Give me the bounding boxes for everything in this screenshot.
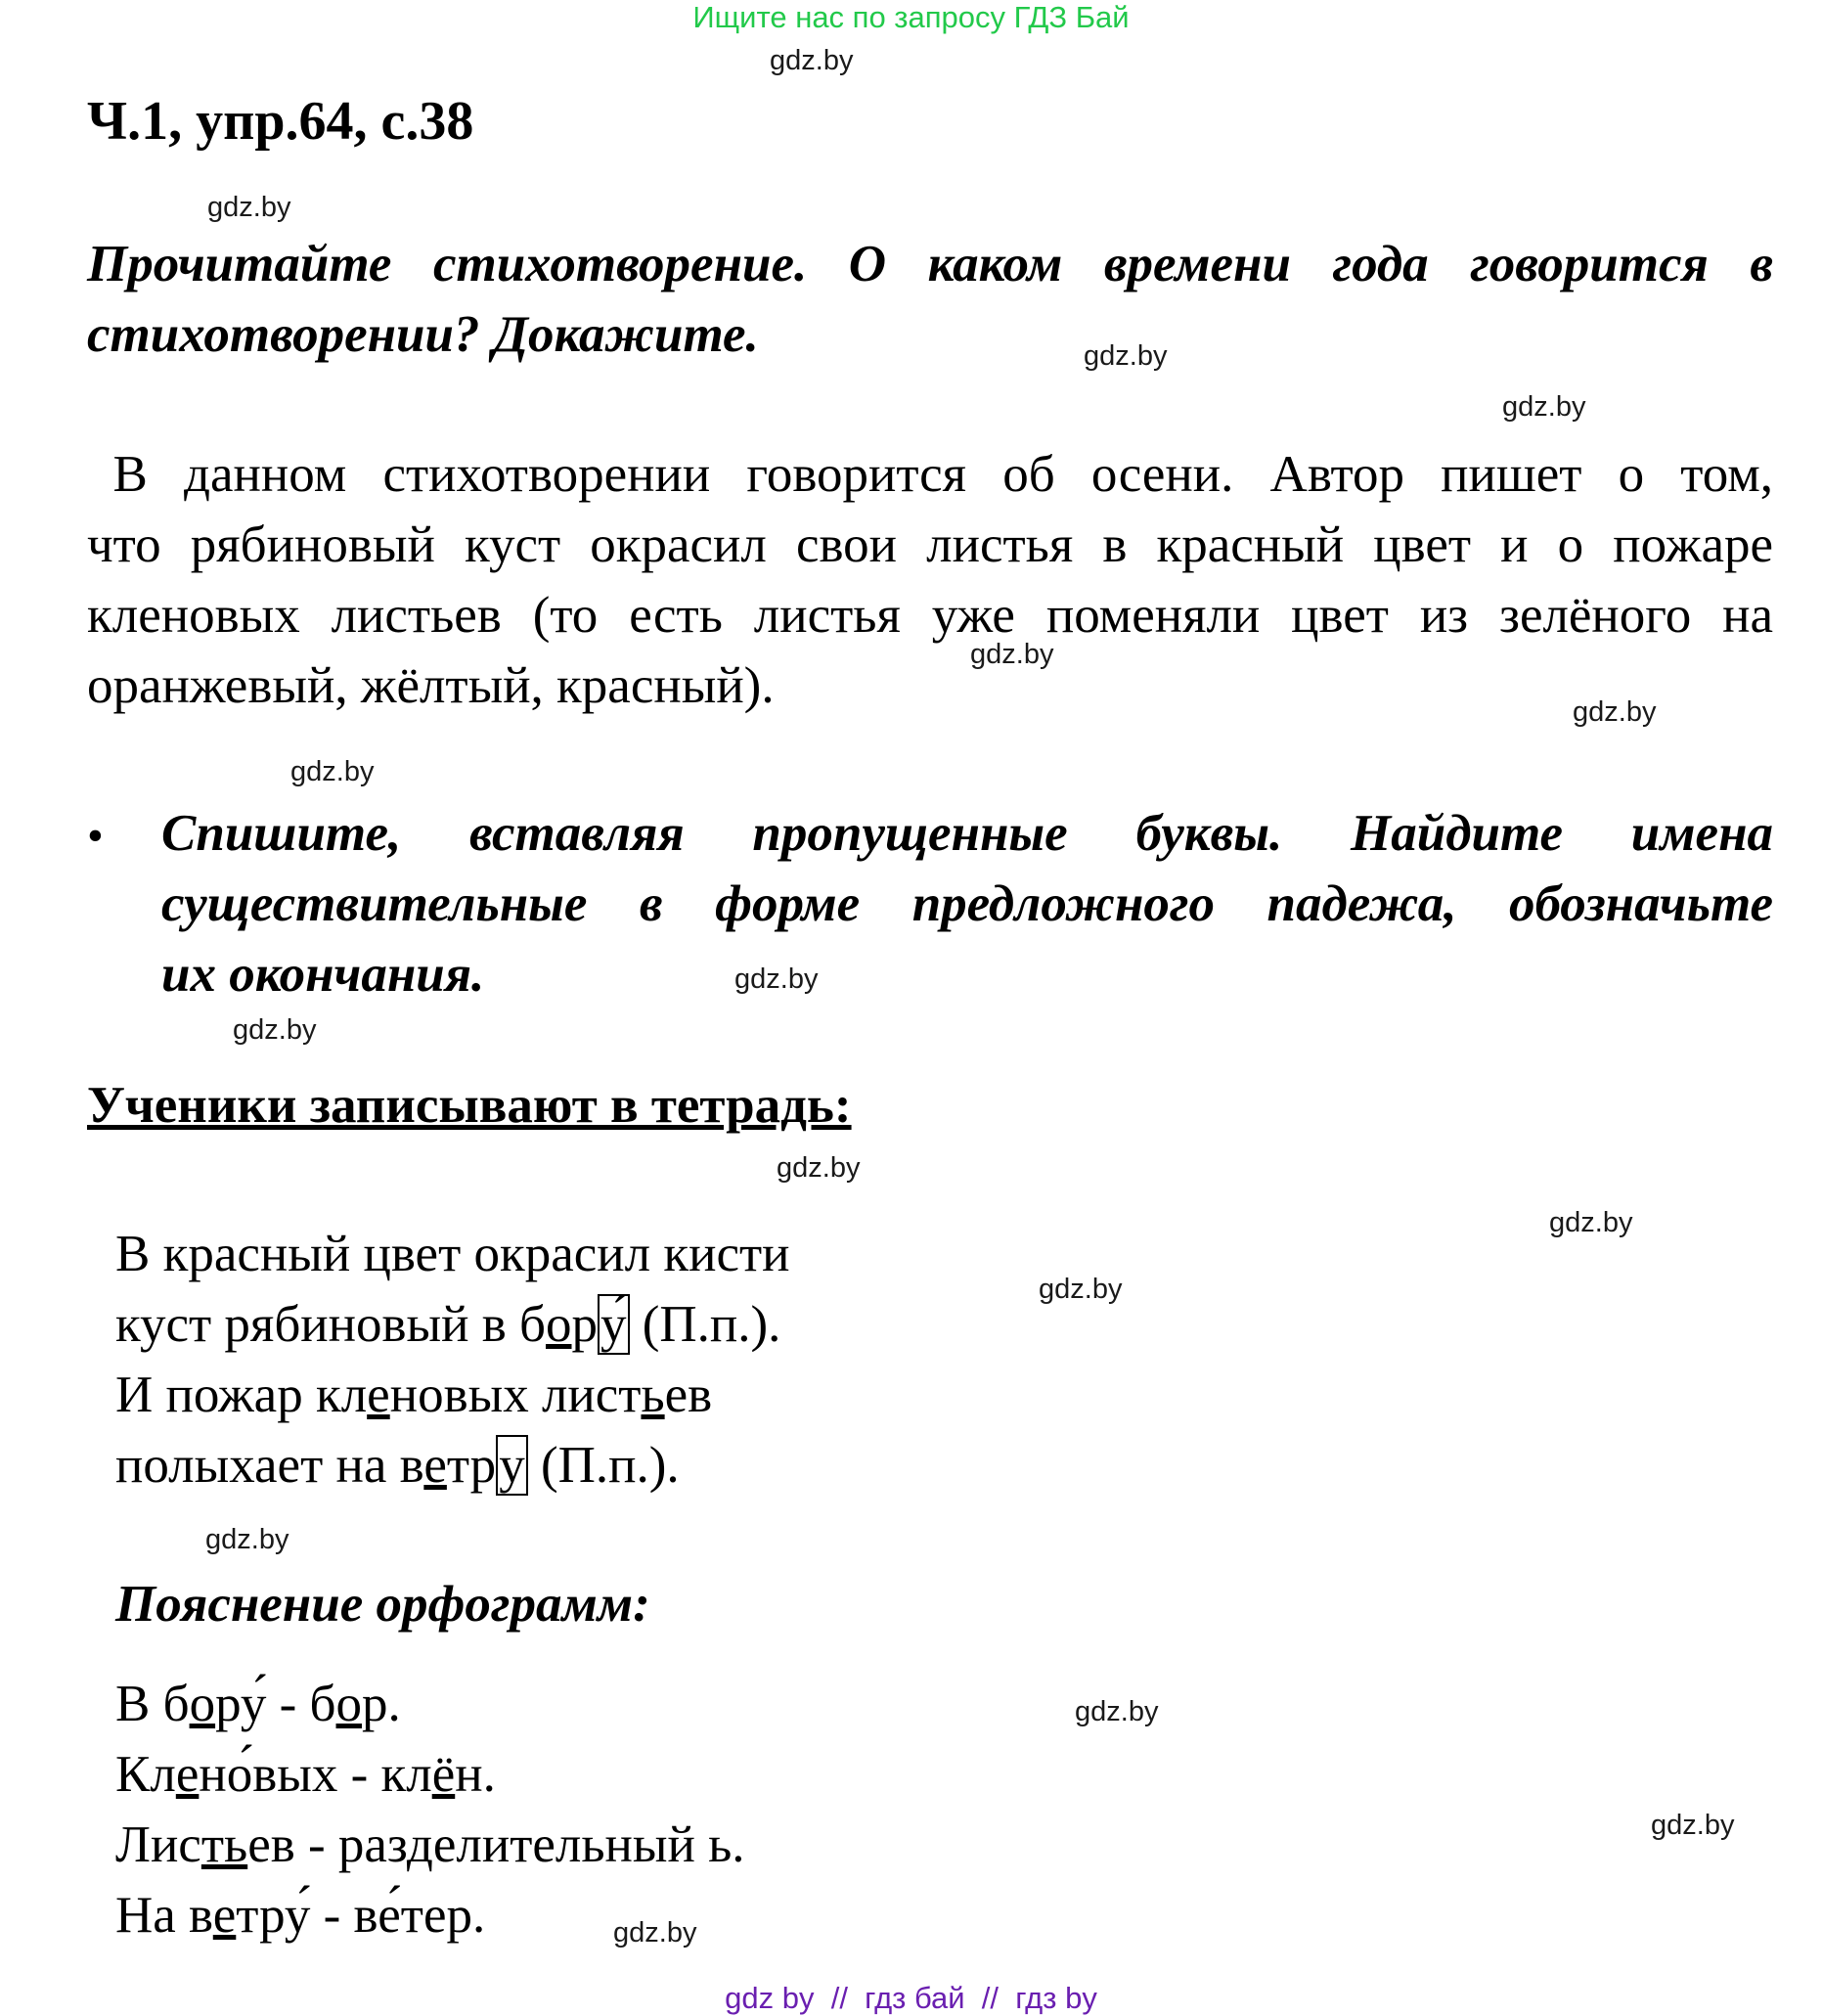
spelling-underline: е <box>367 1366 390 1423</box>
watermark: gdz.by <box>1075 1696 1159 1727</box>
answer-line: В данном стихотворении говорится об осени. Автор пишет о том, <box>112 446 1773 503</box>
task-2-line: Спишите, вставляя пропущенные буквы. Найдите имена <box>161 805 1773 862</box>
task-1-line: Прочитайте стихотворение. О каком времени года говорится в <box>87 236 1773 292</box>
watermark: gdz.by <box>777 1152 861 1184</box>
explanation-heading: Пояснение орфограмм: <box>115 1576 650 1633</box>
watermark: gdz.by <box>613 1917 697 1949</box>
poem-line: куст рябиновый в бору́ (П.п.). <box>115 1296 781 1353</box>
task-2-line: их окончания. <box>161 946 485 1003</box>
poem-line: В красный цвет окрасил кисти <box>115 1226 790 1282</box>
watermark: gdz.by <box>290 756 375 787</box>
ending-box: у́ <box>598 1294 630 1355</box>
watermark: gdz.by <box>734 963 819 995</box>
spelling-underline: е <box>423 1437 447 1494</box>
notebook-heading: Ученики записывают в тетрадь: <box>87 1077 852 1134</box>
watermark: gdz.by <box>1502 391 1586 423</box>
answer-line: кленовых листьев (то есть листья уже поменяли цвет из зелёного на <box>87 587 1773 644</box>
watermark: gdz.by <box>1651 1810 1735 1841</box>
ending-box: у <box>496 1435 528 1496</box>
spelling-underline: о <box>546 1296 572 1353</box>
poem-line: И пожар кленовых листьев <box>115 1366 713 1423</box>
watermark: gdz.by <box>1549 1207 1633 1238</box>
watermark: gdz.by <box>233 1014 317 1046</box>
footer-links: gdz by // гдз бай // гдз by <box>725 1981 1097 2015</box>
watermark: gdz.by <box>205 1524 289 1555</box>
answer-line: что рябиновый куст окрасил свои листья в красный цвет и о пожаре <box>87 516 1773 573</box>
watermark: gdz.by <box>770 45 854 76</box>
explanation-line: Клено́вых - клён. <box>115 1746 496 1803</box>
task-2-line: существительные в форме предложного падежа, обозначьте <box>161 875 1773 932</box>
spelling-underline: ь <box>641 1366 665 1423</box>
bullet-marker: • <box>87 810 104 862</box>
explanation-line: На ветру́ - ве́тер. <box>115 1887 486 1944</box>
poem-line: полыхает на ветру (П.п.). <box>115 1437 680 1494</box>
explanation-line: В бору́ - бор. <box>115 1676 401 1732</box>
top-banner: Ищите нас по запросу ГДЗ Бай <box>692 0 1130 34</box>
watermark: gdz.by <box>1039 1274 1123 1305</box>
watermark: gdz.by <box>1573 696 1657 728</box>
task-1-line: стихотворении? Докажите. <box>87 306 759 363</box>
explanation-line: Листьев - разделительный ь. <box>115 1816 745 1873</box>
answer-line: оранжевый, жёлтый, красный). <box>87 657 775 714</box>
watermark: gdz.by <box>970 639 1054 670</box>
watermark: gdz.by <box>1084 340 1168 372</box>
exercise-title: Ч.1, упр.64, с.38 <box>87 91 474 152</box>
watermark: gdz.by <box>207 192 291 223</box>
